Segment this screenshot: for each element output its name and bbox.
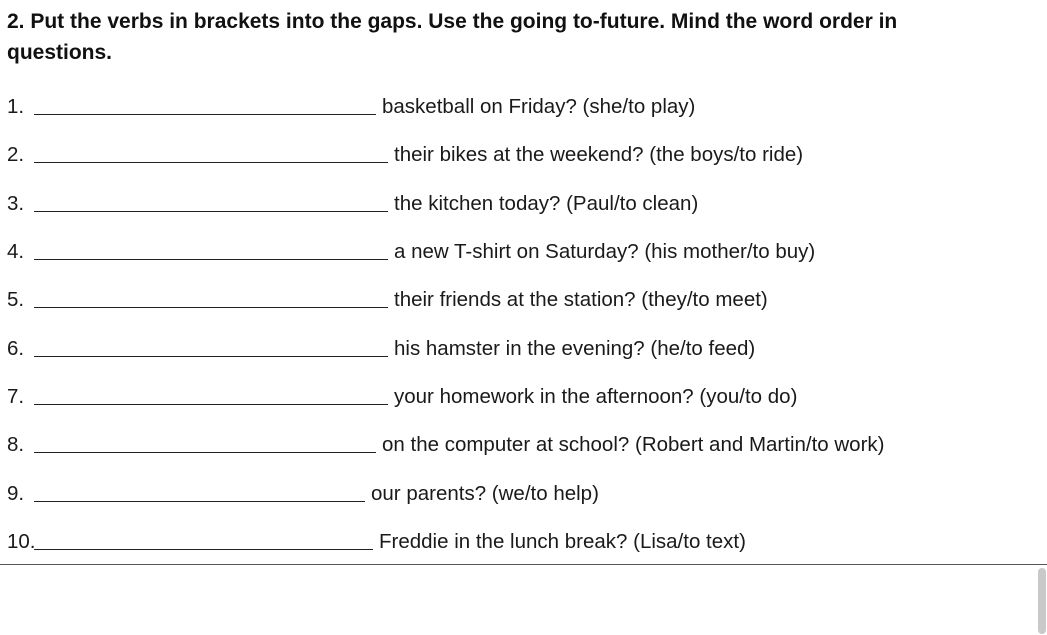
answer-blank[interactable] (34, 431, 376, 453)
item-sentence: on the computer at school? (Robert and Martin/to work) (382, 433, 885, 457)
exercise-item (7, 131, 1037, 179)
exercise-list (7, 83, 1037, 566)
item-sentence: the kitchen today? (Paul/to clean) (394, 191, 699, 215)
exercise-item (7, 324, 1037, 372)
exercise-item (7, 228, 1037, 276)
answer-blank[interactable] (34, 286, 388, 308)
exercise-item (7, 180, 1037, 228)
item-sentence: our parents? (we/to help) (371, 481, 599, 505)
scrollbar-thumb[interactable] (1038, 568, 1046, 634)
exercise-item (7, 421, 1037, 469)
vertical-scrollbar[interactable] (1017, 565, 1047, 635)
exercise-item (7, 518, 1037, 566)
item-number: 5. (7, 288, 25, 312)
answer-blank[interactable] (34, 141, 388, 163)
item-number: 1. (7, 95, 25, 119)
answer-blank[interactable] (34, 480, 365, 502)
item-sentence: his hamster in the evening? (he/to feed) (394, 336, 756, 360)
exercise-item (7, 83, 1037, 131)
item-sentence: Freddie in the lunch break? (Lisa/to text) (379, 529, 746, 553)
item-sentence: basketball on Friday? (she/to play) (382, 95, 696, 119)
item-number: 8. (7, 433, 25, 457)
exercise-instructions: 2. Put the verbs in brackets into the gaps. Use the going to-future. Mind the word order in questions. (7, 10, 898, 64)
answer-blank[interactable] (34, 93, 376, 115)
item-number: 10. (7, 529, 36, 553)
item-number: 2. (7, 143, 25, 167)
item-sentence: your homework in the afternoon? (you/to do) (394, 384, 798, 408)
exercise-item (7, 276, 1037, 324)
answer-blank[interactable] (34, 528, 373, 550)
answer-blank[interactable] (34, 335, 388, 357)
item-number: 6. (7, 336, 25, 360)
exercise-item (7, 373, 1037, 421)
item-sentence: their bikes at the weekend? (the boys/to ride) (394, 143, 804, 167)
item-number: 9. (7, 481, 25, 505)
item-sentence: their friends at the station? (they/to meet) (394, 288, 768, 312)
item-number: 7. (7, 384, 25, 408)
item-number: 3. (7, 191, 25, 215)
answer-blank[interactable] (34, 190, 388, 212)
page-divider (0, 564, 1047, 565)
item-number: 4. (7, 240, 25, 264)
answer-blank[interactable] (34, 238, 388, 260)
answer-blank[interactable] (34, 383, 388, 405)
exercise-item (7, 469, 1037, 517)
item-sentence: a new T-shirt on Saturday? (his mother/to buy) (394, 240, 816, 264)
